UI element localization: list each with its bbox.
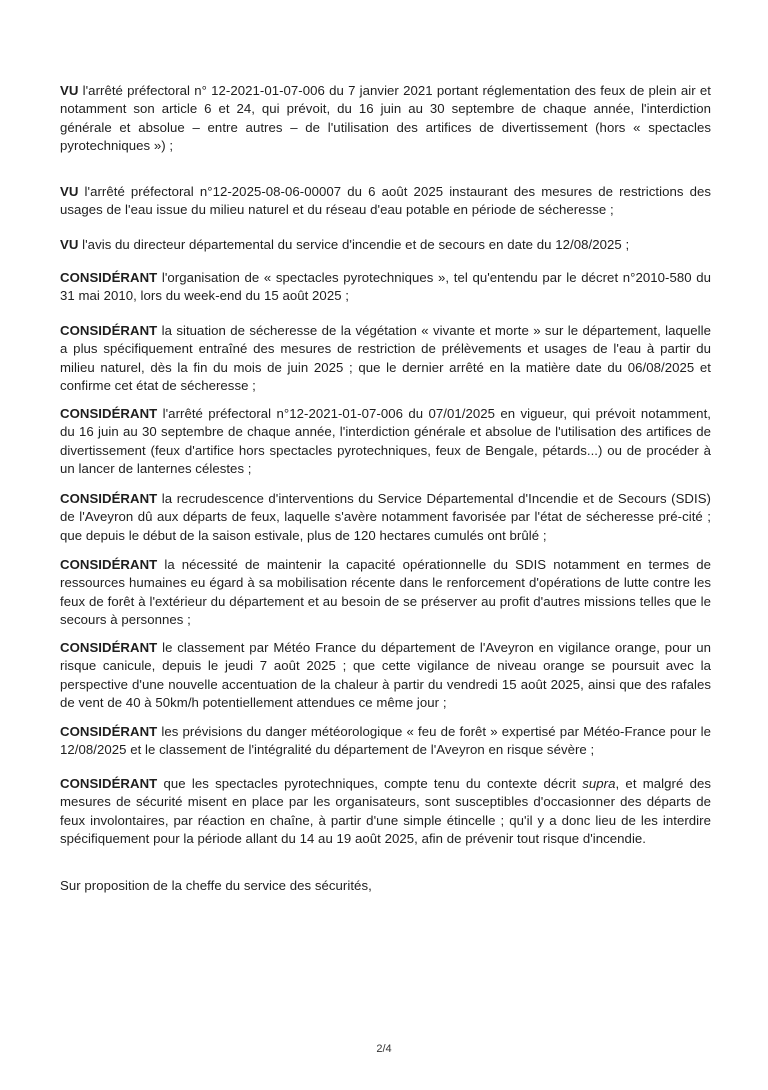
closing-line: Sur proposition de la cheffe du service des sécurités, [60,878,372,893]
lead-word: VU [60,83,79,98]
paragraph-text: la recrudescence d'interventions du Service Départemental d'Incendie et de Secours (SDIS) de l'Aveyron dû aux départs de feux, laquelle s'avère notamment favorisée par l'état de sécheresse pré-cité ; que depuis le début de la saison estivale, plus de 120 hectares cumulés ont brûlé ; [60,491,711,543]
paragraph-text: l'organisation de « spectacles pyrotechniques », tel qu'entendu par le décret n°2010-580 du 31 mai 2010, lors du week-end du 15 août 2025 ; [60,270,711,304]
paragraph-considerant-arrete [60,405,711,479]
lead-word: CONSIDÉRANT [60,724,158,739]
page-number: 2/4 [376,1043,392,1055]
paragraph-considerant-spectacles [60,269,711,306]
lead-word: CONSIDÉRANT [60,323,158,338]
paragraph-text: que les spectacles pyrotechniques, compte tenu du contexte décrit [157,776,583,791]
paragraph-considerant-previsions [60,723,711,760]
paragraph-considerant-capacite [60,556,711,630]
lead-word: CONSIDÉRANT [60,640,158,655]
lead-word: VU [60,184,79,199]
lead-word: CONSIDÉRANT [60,776,158,791]
paragraph-text: l'arrêté préfectoral n° 12-2021-01-07-006 du 7 janvier 2021 portant réglementation des feux de plein air et notamment son article 6 et 24, qui prévoit, du 16 juin au 30 septembre de chaque année, l'interdiction générale et absolue – entre autres – de l'utilisation des artifices de divertissement (hors « spectacles pyrotechniques ») ; [60,83,711,154]
lead-word: CONSIDÉRANT [60,406,158,421]
paragraph-text: les prévisions du danger météorologique « feu de forêt » expertisé par Météo-France pour le 12/08/2025 et le classement de l'intégralité du département de l'Aveyron en risque sévère ; [60,724,711,758]
lead-word: CONSIDÉRANT [60,270,158,285]
paragraph-text: l'arrêté préfectoral n°12-2021-01-07-006 du 07/01/2025 en vigueur, qui prévoit notamment, du 16 juin au 30 septembre de chaque année, l'interdiction générale et absolue de l'utilisation des artifices de divertissement (feux d'artifice hors spectacles pyrotechniques, feux de Bengale, pétards...) ou de procéder à un lancer de lanternes célestes ; [60,406,711,477]
paragraph-vu-arrete-feux [60,82,711,156]
italic-term: supra [582,776,616,791]
lead-word: CONSIDÉRANT [60,491,158,506]
paragraph-text: la situation de sécheresse de la végétation « vivante et morte » sur le département, laquelle a plus spécifiquement entraîné des mesures de restriction de prélèvements et usages de l'eau à partir du milieu naturel, dès la fin du mois de juin 2025 ; que le dernier arrêté en la matière date du 06/08/2025 et confirme cet état de sécheresse ; [60,323,711,394]
paragraph-vu-arrete-eau [60,183,711,220]
paragraph-considerant-interventions [60,490,711,545]
paragraph-text: l'arrêté préfectoral n°12-2025-08-06-00007 du 6 août 2025 instaurant des mesures de restrictions des usages de l'eau issue du milieu naturel et du réseau d'eau potable en période de sécheresse ; [60,184,711,218]
paragraph-vu-avis-sdis [60,236,711,254]
paragraph-text: l'avis du directeur départemental du service d'incendie et de secours en date du 12/08/2025 ; [78,237,630,252]
paragraph-text: la nécessité de maintenir la capacité opérationnelle du SDIS notamment en termes de ressources humaines eu égard à sa mobilisation récente dans le renforcement d'opérations de lutte contre les feux de forêt à l'extérieur du département et au besoin de se préserver au profit d'autres missions telles que le secours à personnes ; [60,557,711,628]
paragraph-considerant-interdiction [60,775,711,849]
paragraph-text: , et malgré des mesures de sécurité misent en place par les organisateurs, sont susceptibles d'occasionner des départs de feux involontaires, par réaction en chaîne, à partir d'une simple étincelle ; qu'il y a donc lieu de les interdire spécifiquement pour la période allant du 14 au 19 août 2025, afin de prévenir tout risque d'incendie. [60,776,711,847]
paragraph-considerant-vigilance [60,639,711,713]
paragraph-text: le classement par Météo France du département de l'Aveyron en vigilance orange, pour un risque canicule, depuis le jeudi 7 août 2025 ; que cette vigilance de niveau orange se poursuit avec la perspective d'une nouvelle accentuation de la chaleur à partir du vendredi 15 août 2025, ainsi que des rafales de vent de 40 à 50km/h potentiellement attendues ce même jour ; [60,640,711,711]
lead-word: VU [60,237,79,252]
paragraph-considerant-secheresse [60,322,711,396]
lead-word: CONSIDÉRANT [60,557,158,572]
